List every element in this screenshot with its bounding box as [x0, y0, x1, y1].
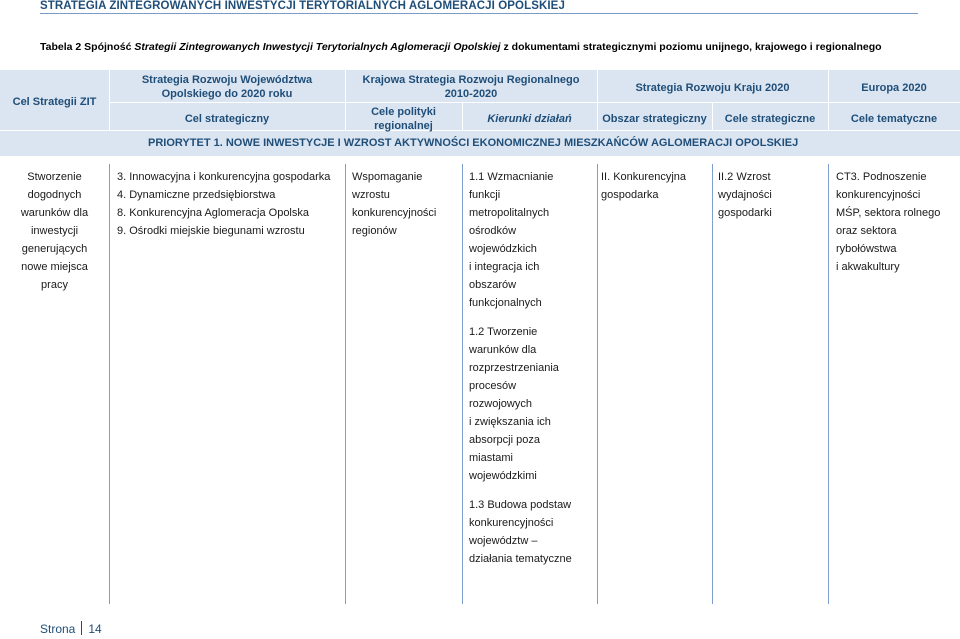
- text-line: 1.3 Budowa podstaw: [469, 499, 572, 511]
- text-line: konkurencyjności: [836, 189, 921, 201]
- text-line: regionów: [352, 225, 397, 237]
- text-line: warunków dla: [20, 207, 89, 219]
- text-line: procesów: [469, 380, 517, 392]
- header-cele-strategiczne: Cele strategiczne: [724, 113, 816, 125]
- page-footer: [40, 621, 102, 636]
- header-srwo-line2: Opolskiego do 2020 roku: [161, 88, 293, 100]
- text-line: II.2 Wzrost: [718, 171, 771, 183]
- kierunek-1-1: [469, 168, 597, 312]
- text-line: rozwojowych: [469, 398, 532, 410]
- column-divider: [109, 164, 110, 604]
- text-line: CT3. Podnoszenie: [836, 171, 927, 183]
- column-divider: [828, 164, 829, 604]
- text-line: miastami: [469, 452, 514, 464]
- priority-heading: PRIORYTET 1. NOWE INWESTYCJE I WZROST AKTYWNOŚCI EKONOMICZNEJ MIESZKAŃCÓW AGLOMERACJI OPOLSKIEJ: [148, 137, 799, 149]
- list-item: 4. Dynamiczne przedsiębiorstwa: [117, 189, 276, 201]
- text-line: warunków dla: [469, 344, 537, 356]
- list-item: 3. Innowacyjna i konkurencyjna gospodarka: [117, 171, 331, 183]
- kierunek-1-2: [469, 323, 597, 485]
- header-ksrr-line2: 2010-2020: [444, 88, 498, 100]
- header-kierunki: [462, 112, 597, 126]
- column-divider: [462, 164, 463, 604]
- text-line: funkcjonalnych: [469, 297, 542, 309]
- text-line: ośrodków: [469, 225, 517, 237]
- header-obszar: Obszar strategiczny: [602, 113, 707, 125]
- header-rule: [40, 13, 918, 14]
- text-line: i akwakultury: [836, 261, 900, 273]
- header-srwo-line1: Strategia Rozwoju Województwa: [141, 74, 313, 86]
- text-line: 1.1 Wzmacnianie: [469, 171, 554, 183]
- text-line: Wspomaganie: [352, 171, 423, 183]
- header-divider: [109, 102, 960, 103]
- header-cele-polityki-line1: Cele polityki: [371, 106, 436, 118]
- text-line: wojewódzkich: [469, 243, 537, 255]
- header-cel-strategiczny: Cel strategiczny: [184, 113, 270, 125]
- text-line: MŚP, sektora rolnego: [836, 207, 941, 219]
- text-line: pracy: [41, 279, 68, 291]
- cell-cele-strategiczne-wo: [117, 168, 342, 240]
- text-line: konkurencyjności: [352, 207, 437, 219]
- cell-cele-tematyczne: [836, 168, 958, 276]
- text-line: wzrostu: [352, 189, 390, 201]
- column-divider: [597, 164, 598, 604]
- header-cele-polityki-line2: regionalnej: [374, 120, 433, 132]
- footer-separator: [81, 621, 82, 635]
- text-line: nowe miejsca: [21, 261, 88, 273]
- text-line: oraz sektora: [836, 225, 897, 237]
- text-line: działania tematyczne: [469, 553, 572, 565]
- text-line: rozprzestrzeniania: [469, 362, 559, 374]
- header-divider: [0, 130, 960, 131]
- list-item: 9. Ośrodki miejskie biegunami wzrostu: [117, 225, 305, 237]
- text-line: dogodnych: [27, 189, 82, 201]
- header-cele-tematyczne: Cele tematyczne: [850, 113, 938, 125]
- text-line: obszarów: [469, 279, 517, 291]
- text-line: metropolitalnych: [469, 207, 550, 219]
- caption-suffix: z dokumentami strategicznymi poziomu unijnego, krajowego i regionalnego: [500, 41, 882, 53]
- text-line: funkcji: [469, 189, 501, 201]
- cell-kierunki: [469, 168, 597, 568]
- text-line: II. Konkurencyjna: [601, 171, 686, 183]
- header-ksrr: [345, 73, 597, 101]
- table-caption: [40, 41, 882, 53]
- kierunek-1-3: [469, 496, 597, 568]
- caption-prefix: Tabela 2 Spójność: [40, 41, 135, 53]
- header-kierunki-text: Kierunki działań: [487, 113, 572, 125]
- page-number: 14: [88, 622, 102, 636]
- cell-obszar: [601, 168, 711, 204]
- text-line: Stworzenie: [27, 171, 82, 183]
- list-item: 8. Konkurencyjna Aglomeracja Opolska: [117, 207, 309, 219]
- text-line: województw –: [469, 535, 538, 547]
- text-line: absorpcji poza: [469, 434, 540, 446]
- cell-cele-srk: [718, 168, 826, 222]
- text-line: inwestycji: [30, 225, 79, 237]
- cell-cele-polityki: [352, 168, 460, 240]
- text-line: generujących: [21, 243, 88, 255]
- document-header-title: STRATEGIA ZINTEGROWANYCH INWESTYCJI TERYTORIALNYCH AGLOMERACJI OPOLSKIEJ: [40, 0, 565, 12]
- footer-label: Strona: [40, 622, 76, 636]
- text-line: gospodarki: [718, 207, 772, 219]
- header-ksrr-line1: Krajowa Strategia Rozwoju Regionalnego: [362, 74, 580, 86]
- text-line: rybołówstwa: [836, 243, 897, 255]
- cell-cel-zit: [0, 168, 109, 294]
- header-srk: Strategia Rozwoju Kraju 2020: [635, 82, 790, 94]
- text-line: 1.2 Tworzenie: [469, 326, 538, 338]
- text-line: i zwiększania ich: [469, 416, 551, 428]
- text-line: i integracja ich: [469, 261, 540, 273]
- text-line: wydajności: [718, 189, 772, 201]
- caption-italic-title: Strategii Zintegrowanych Inwestycji Terytorialnych Aglomeracji Opolskiej: [134, 41, 501, 53]
- header-srwo: [109, 73, 345, 101]
- header-cel-zit: Cel Strategii ZIT: [12, 96, 97, 108]
- column-divider: [345, 164, 346, 604]
- header-cele-polityki: [345, 105, 462, 133]
- text-line: wojewódzkimi: [469, 470, 537, 482]
- header-europa: Europa 2020: [861, 82, 927, 94]
- column-divider: [712, 164, 713, 604]
- text-line: gospodarka: [601, 189, 659, 201]
- text-line: konkurencyjności: [469, 517, 554, 529]
